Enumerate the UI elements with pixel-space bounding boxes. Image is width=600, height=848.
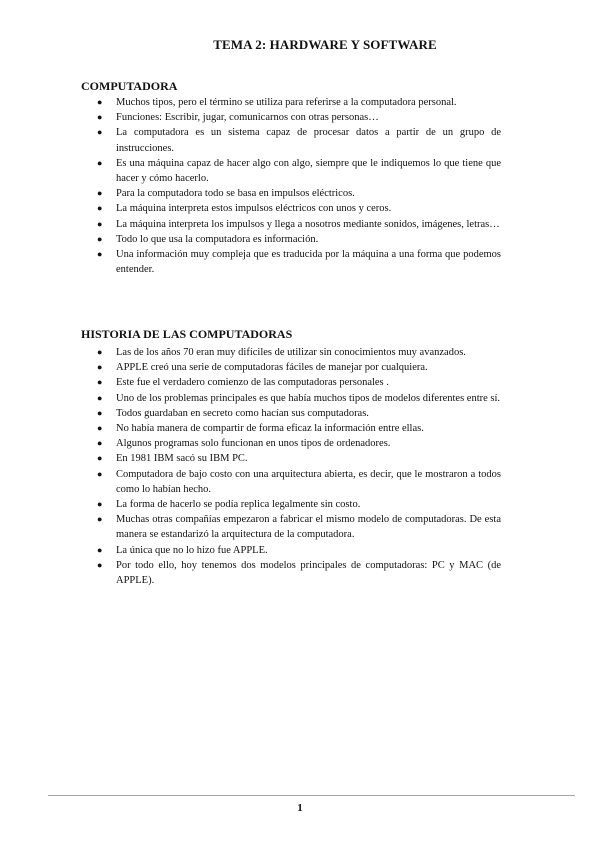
list-item-text: La única que no lo hizo fue APPLE. xyxy=(116,544,268,556)
list-item-text: Por todo ello, hoy tenemos dos modelos principales de computadoras: PC y MAC (de APPLE). xyxy=(116,559,501,587)
bullet-icon: ● xyxy=(97,249,103,260)
page-number: 1 xyxy=(297,802,303,814)
list-item xyxy=(0,421,600,436)
list-item xyxy=(0,512,600,542)
list-item-text: La forma de hacerlo se podía replica legalmente sin costo. xyxy=(116,499,361,511)
list-item-text: Es una máquina capaz de hacer algo con algo, siempre que le indiquemos lo que tiene que hacer y cómo hacerlo. xyxy=(116,157,501,185)
list-item xyxy=(0,95,600,110)
bullet-icon: ● xyxy=(97,544,103,555)
list-item xyxy=(0,345,600,360)
list-item-text: Todos guardaban en secreto como hacían sus computadoras. xyxy=(116,407,369,419)
list-item xyxy=(0,406,600,421)
list-item-text: Muchos tipos, pero el término se utiliza para referirse a la computadora personal. xyxy=(116,97,457,108)
bullet-icon: ● xyxy=(97,362,103,373)
list-item-text: La máquina interpreta estos impulsos eléctricos con unos y ceros. xyxy=(116,203,392,215)
list-item-text: Uno de los problemas principales es que había muchos tipos de modelos diferentes entre sí. xyxy=(116,392,501,404)
list-item-text: Las de los años 70 eran muy difíciles de utilizar sin conocimientos muy avanzados. xyxy=(116,347,466,358)
bullet-icon: ● xyxy=(97,127,103,138)
list-item-text: En 1981 IBM sacó su IBM PC. xyxy=(116,453,248,465)
bullet-icon: ● xyxy=(97,218,103,229)
list-item xyxy=(0,110,600,125)
list-item-text: Algunos programas solo funcionan en unos tipos de ordenadores. xyxy=(116,438,391,450)
list-item-text: Todo lo que usa la computadora es información. xyxy=(116,233,319,245)
list-item xyxy=(0,186,600,201)
list-item xyxy=(0,217,600,232)
list-item xyxy=(0,467,600,497)
list-item xyxy=(0,201,600,216)
footer-divider xyxy=(48,795,575,796)
bullet-icon: ● xyxy=(97,97,103,107)
list-item-text: Muchas otras compañías empezaron a fabricar el mismo modelo de computadoras. De esta manera se estandarizó la arquitectura de la computadora. xyxy=(116,514,501,541)
list-item xyxy=(0,497,600,512)
bullet-icon: ● xyxy=(97,453,103,464)
list-item xyxy=(0,436,600,451)
list-item xyxy=(0,247,600,277)
bullet-icon: ● xyxy=(97,112,103,123)
bullet-icon: ● xyxy=(97,233,103,244)
list-item xyxy=(0,558,600,588)
bullet-icon: ● xyxy=(97,423,103,434)
bullet-icon: ● xyxy=(97,203,103,214)
bullet-icon: ● xyxy=(97,438,103,449)
list-item-text: APPLE creó una serie de computadoras fáciles de manejar por cualquiera. xyxy=(116,362,428,374)
bullet-icon: ● xyxy=(97,347,103,357)
list-item-text: Una información muy compleja que es traducida por la máquina a una forma que podemos entender. xyxy=(116,249,501,276)
bullet-icon: ● xyxy=(97,468,103,479)
list-item-text: Computadora de bajo costo con una arquitectura abierta, es decir, que le mostraron a todos como lo habían hecho. xyxy=(116,468,501,495)
list-item-text: La máquina interpreta los impulsos y llega a nosotros mediante sonidos, imágenes, letras… xyxy=(116,218,500,230)
list-item-text: Funciones: Escribir, jugar, comunicarnos con otras personas… xyxy=(116,112,379,124)
bullet-icon: ● xyxy=(97,407,103,418)
bullet-icon: ● xyxy=(97,377,103,388)
section-heading-computadora: COMPUTADORA xyxy=(81,79,178,93)
page-title: TEMA 2: HARDWARE Y SOFTWARE xyxy=(213,37,437,52)
list-item xyxy=(0,156,600,186)
list-item xyxy=(0,543,600,558)
list-item xyxy=(0,391,600,406)
bullet-list-historia xyxy=(0,345,600,588)
list-item xyxy=(0,232,600,247)
list-item-text: La computadora es un sistema capaz de procesar datos a partir de un grupo de instrucciones. xyxy=(116,127,501,154)
bullet-icon: ● xyxy=(97,559,103,570)
list-item-text: No había manera de compartir de forma eficaz la información entre ellas. xyxy=(116,423,424,435)
bullet-icon: ● xyxy=(97,392,103,403)
list-item-text: Para la computadora todo se basa en impulsos eléctricos. xyxy=(116,188,355,200)
bullet-icon: ● xyxy=(97,188,103,199)
bullet-icon: ● xyxy=(97,157,103,168)
list-item xyxy=(0,125,600,155)
bullet-list-computadora xyxy=(0,95,600,277)
list-item xyxy=(0,375,600,390)
bullet-icon: ● xyxy=(97,514,103,525)
list-item-text: Este fue el verdadero comienzo de las computadoras personales . xyxy=(116,377,389,389)
bullet-icon: ● xyxy=(97,499,103,510)
list-item xyxy=(0,360,600,375)
list-item xyxy=(0,451,600,466)
section-heading-historia: HISTORIA DE LAS COMPUTADORAS xyxy=(81,327,293,341)
